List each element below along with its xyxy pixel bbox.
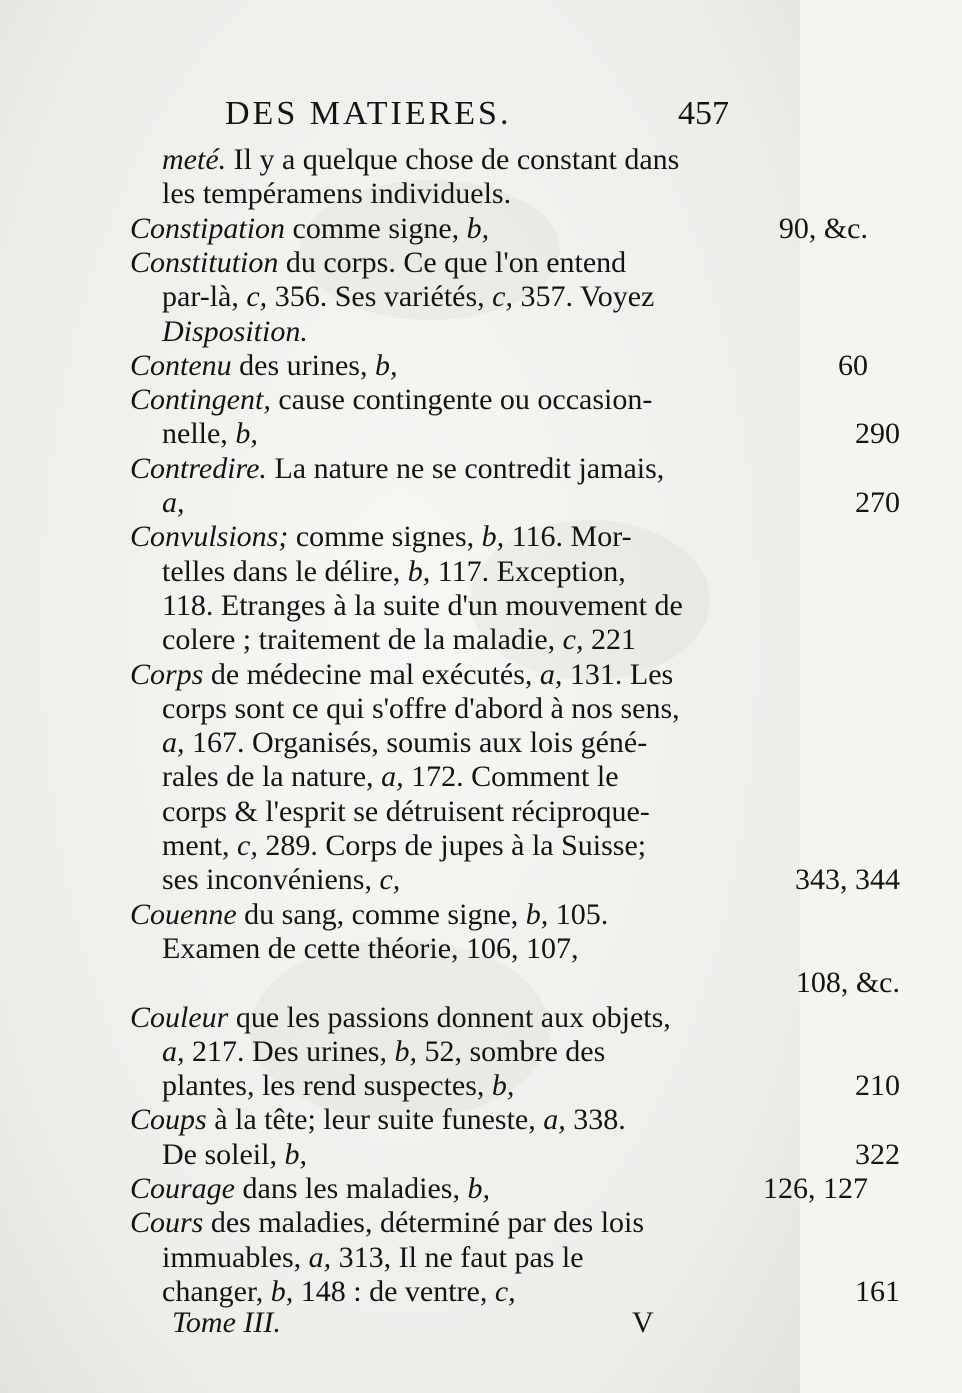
line-text: 167. Organisés, soumis aux lois géné- xyxy=(184,726,648,760)
line-text: nelle, xyxy=(162,417,236,451)
line-text: de médecine mal exécutés, xyxy=(203,657,540,691)
index-term: Corps xyxy=(130,657,204,691)
line-text: La nature ne se contredit jamais, xyxy=(266,451,665,485)
line-text: 313, Il ne faut pas le xyxy=(331,1240,584,1274)
volume-letter: b, xyxy=(467,1172,490,1205)
running-head-title: DES MATIERES. xyxy=(225,95,512,132)
index-term: Constipation xyxy=(130,211,286,245)
line-text: cause contingente ou occasion- xyxy=(270,383,653,417)
line-text: que les passions donnent aux objets, xyxy=(228,1000,671,1034)
volume-letter: c, xyxy=(562,623,584,657)
line-text: 289. Corps de jupes à la Suisse; xyxy=(257,829,647,862)
index-term: Courage xyxy=(130,1172,235,1205)
line-text: 148 : de ventre, xyxy=(293,1274,495,1308)
line-text: 217. Des urines, xyxy=(184,1034,395,1068)
line-text: ses inconvéniens, xyxy=(162,863,380,897)
line-text: Il y a quelque chose de constant dans xyxy=(226,143,680,176)
line-text: plantes, les rend suspectes, xyxy=(162,1069,492,1103)
line-text: De soleil, xyxy=(162,1137,285,1171)
volume-letter: b, xyxy=(481,520,505,554)
running-head xyxy=(0,95,800,145)
line-text: corps sont ce qui s'offre d'abord à nos sens, xyxy=(162,691,680,725)
line-text: corps & l'esprit se détruisent réciproque- xyxy=(162,794,650,828)
page-reference: 161 xyxy=(855,1274,900,1308)
page-reference: 290 xyxy=(855,417,900,451)
index-term: Contenu xyxy=(130,348,232,382)
line-text: telles dans le délire, xyxy=(162,554,408,588)
index-continuation-line xyxy=(0,1272,962,1312)
line-text: des maladies, déterminé par des lois xyxy=(203,1206,645,1240)
volume-letter: a, xyxy=(162,486,185,519)
line-text: 221 xyxy=(583,623,636,657)
volume-letter: b, xyxy=(466,211,490,245)
line-text: 338. xyxy=(565,1103,626,1137)
index-term: Contredire. xyxy=(130,451,267,485)
line-text: par-là, xyxy=(162,280,247,314)
volume-letter: a, xyxy=(308,1240,332,1274)
gathering-mark: V xyxy=(632,1306,654,1339)
volume-letter: c, xyxy=(492,280,513,314)
volume-letter: b, xyxy=(270,1274,294,1308)
line-text: à la tête; leur suite funeste, xyxy=(206,1103,544,1137)
volume-letter: c, xyxy=(494,1274,516,1308)
line-text: les tempéramens individuels. xyxy=(162,177,512,211)
line-text: du sang, comme signe, xyxy=(236,897,526,931)
volume-letter: c, xyxy=(379,863,401,897)
page-reference: 322 xyxy=(855,1137,900,1171)
volume-letter: c, xyxy=(237,829,258,862)
volume-letter: c, xyxy=(246,280,268,314)
line-text: 105. xyxy=(548,897,609,931)
page-reference: 90, &c. xyxy=(778,211,868,245)
line-text: comme signe, xyxy=(285,211,467,245)
volume-letter: b, xyxy=(284,1137,307,1171)
volume-letter: a, xyxy=(162,1034,185,1068)
volume-letter: b, xyxy=(407,554,431,588)
line-text: 131. Les xyxy=(562,657,674,691)
line-text: 52, sombre des xyxy=(416,1034,606,1068)
line-text: Examen de cette théorie, 106, 107, xyxy=(162,931,579,965)
index-term: Couenne xyxy=(130,897,237,931)
page-reference: 210 xyxy=(855,1069,900,1103)
line-text: 117. Exception, xyxy=(430,554,626,588)
line-text: changer, xyxy=(162,1274,271,1308)
line-text: colere ; traitement de la maladie, xyxy=(162,623,563,657)
page-reference: 270 xyxy=(855,486,900,519)
line-text: 116. Mor- xyxy=(504,520,632,554)
line-text: du corps. Ce que l'on entend xyxy=(278,245,627,279)
line-text: rales de la nature, xyxy=(162,760,382,794)
page-reference: 343, 344 xyxy=(795,863,900,897)
line-text: dans les maladies, xyxy=(235,1172,468,1205)
volume-letter: a, xyxy=(539,657,563,691)
page-number: 457 xyxy=(678,95,729,132)
line-text: comme signes, xyxy=(288,520,482,554)
volume-letter: b, xyxy=(374,348,398,382)
index-term: Contingent, xyxy=(130,383,271,417)
index-term: Convulsions; xyxy=(130,520,289,554)
volume-letter: a, xyxy=(543,1103,566,1137)
index-term: meté. xyxy=(162,143,227,176)
index-term: Cours xyxy=(130,1206,204,1240)
volume-letter: b, xyxy=(235,417,258,451)
index-term: Constitution xyxy=(130,245,279,279)
line-text: 172. Comment le xyxy=(403,760,619,794)
line-text: 357. Voyez xyxy=(512,280,655,314)
line-text: 118. Etranges à la suite d'un mouvement de xyxy=(162,588,683,622)
volume-letter: a, xyxy=(162,726,185,760)
page-reference: 60 xyxy=(838,348,868,382)
volume-signature: Tome III. xyxy=(172,1306,281,1339)
line-text: immuables, xyxy=(162,1240,309,1274)
index-term: Disposition. xyxy=(162,314,308,348)
volume-letter: a, xyxy=(381,760,404,794)
index-term: Couleur xyxy=(130,1000,229,1034)
line-text: des urines, xyxy=(231,348,375,382)
line-text: 356. Ses variétés, xyxy=(267,280,493,314)
volume-letter: b, xyxy=(525,897,549,931)
volume-letter: b, xyxy=(394,1034,417,1068)
line-text: ment, xyxy=(162,829,237,862)
page-reference: 126, 127 xyxy=(763,1172,868,1205)
volume-letter: b, xyxy=(491,1069,515,1103)
index-term: Coups xyxy=(130,1103,207,1137)
page-reference: 108, &c. xyxy=(795,966,900,1000)
